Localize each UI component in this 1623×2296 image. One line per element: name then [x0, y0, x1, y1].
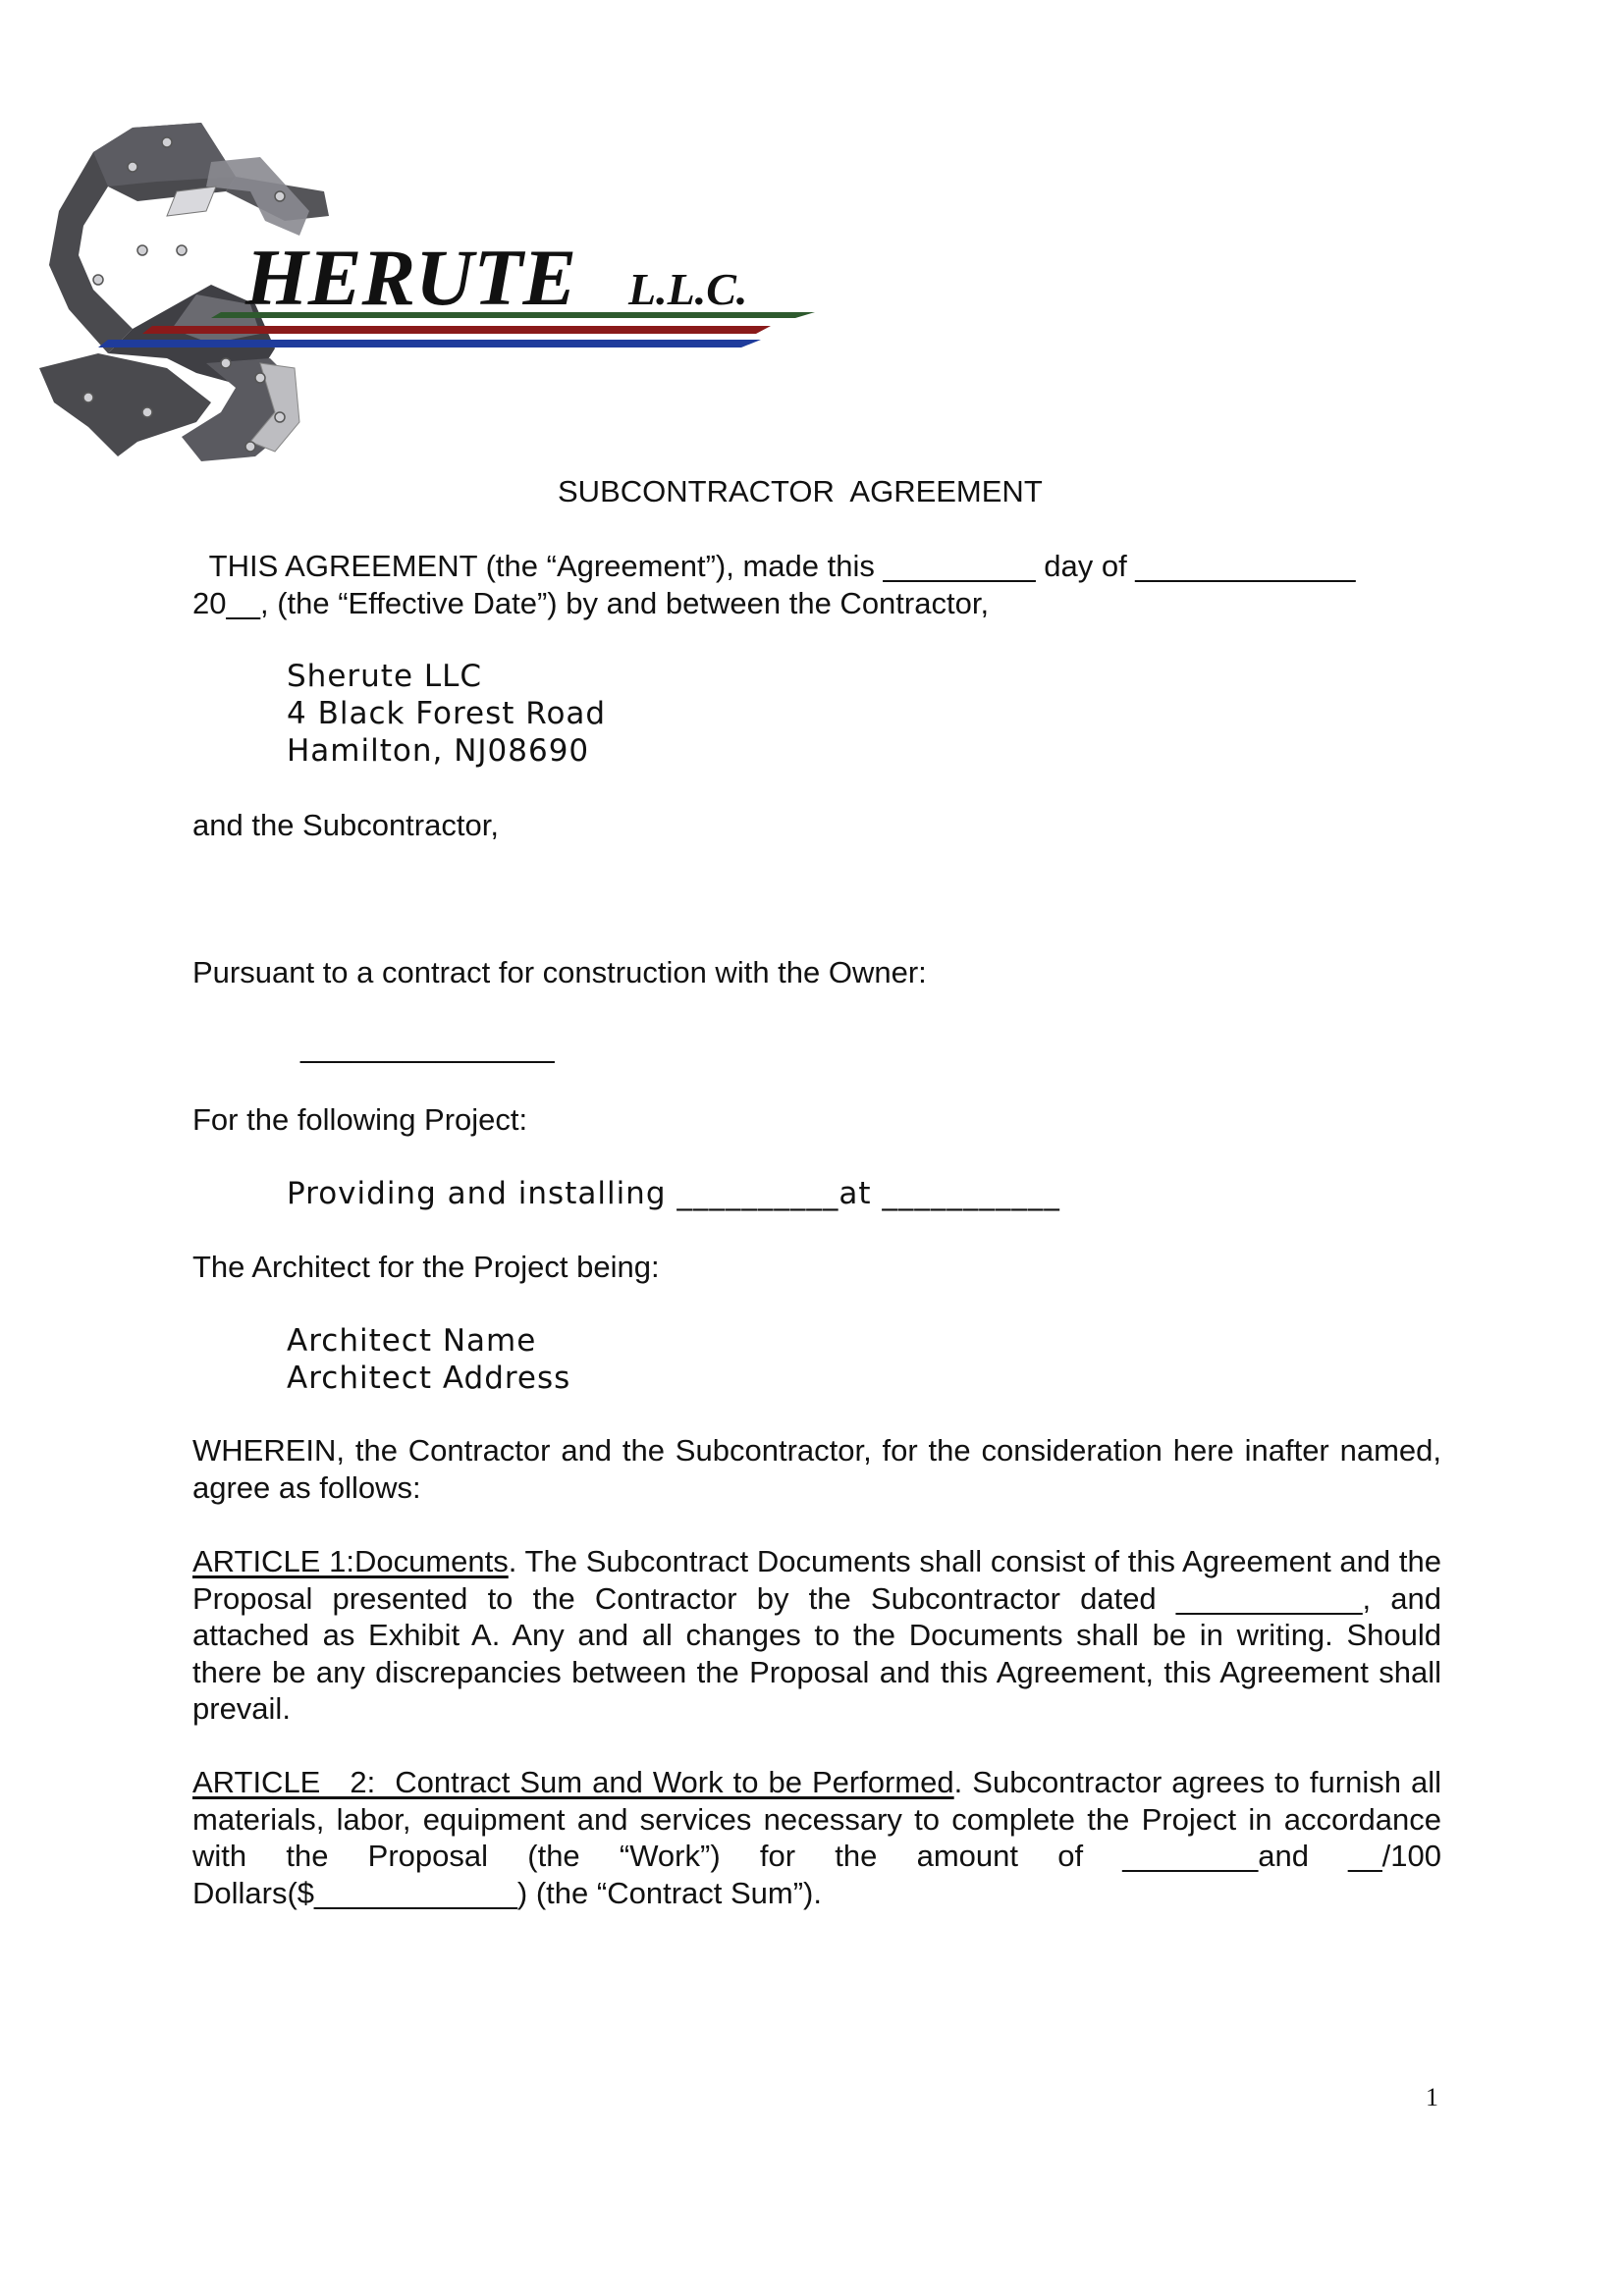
contractor-street: 4 Black Forest Road [287, 696, 607, 731]
owner-label: Pursuant to a contract for construction with the Owner: [192, 955, 927, 989]
architect-label: The Architect for the Project being: [192, 1250, 660, 1284]
page-number: 1 [1426, 2083, 1438, 2111]
article-2 [192, 1764, 1441, 1911]
article-1 [192, 1543, 1441, 1728]
intro-line-2: 20__, (the “Effective Date”) by and between the Contractor, [192, 586, 990, 620]
article-1-heading: ARTICLE 1:Documents [192, 1544, 509, 1578]
subcontractor-label: and the Subcontractor, [192, 808, 499, 842]
logo-suffix: L.L.C. [628, 264, 748, 314]
owner-blank: _______________ [300, 1030, 555, 1064]
article-1-text: . The Subcontract Documents shall consist of this Agreement and the Proposal presented to the Contractor by the Subcontractor dated ___________, and attached as Exhibit A. Any and all changes to the Documents shall be in writing. Should there be any discrepancies between the Proposal and this Agreement, this Agreement shall prevail. [192, 1544, 1441, 1726]
project-label: For the following Project: [192, 1102, 528, 1137]
contractor-name: Sherute LLC [287, 659, 483, 694]
architect-address: Architect Address [287, 1361, 571, 1396]
intro-line-1: THIS AGREEMENT (the “Agreement”), made this _________ day of _____________ [192, 549, 1356, 583]
logo-wordmark: HERUTE [245, 233, 577, 322]
contractor-city: Hamilton, NJ08690 [287, 733, 590, 769]
document-title: SUBCONTRACTOR AGREEMENT [558, 474, 1043, 508]
project-description: Providing and installing __________at ___________ [287, 1176, 1060, 1211]
article-2-heading: ARTICLE 2: Contract Sum and Work to be Performed [192, 1765, 954, 1799]
company-logo [39, 118, 825, 501]
architect-name: Architect Name [287, 1323, 537, 1359]
wherein-paragraph: WHEREIN, the Contractor and the Subcontractor, for the consideration here inafter named, agree as follows: [192, 1433, 1441, 1505]
article-2-text: . Subcontractor agrees to furnish all materials, labor, equipment and services necessary to complete the Project in accordance with the Proposal (the “Work”) for the amount of ________and __/100 Dollars($____________) (the “Contract Sum”). [192, 1765, 1441, 1910]
